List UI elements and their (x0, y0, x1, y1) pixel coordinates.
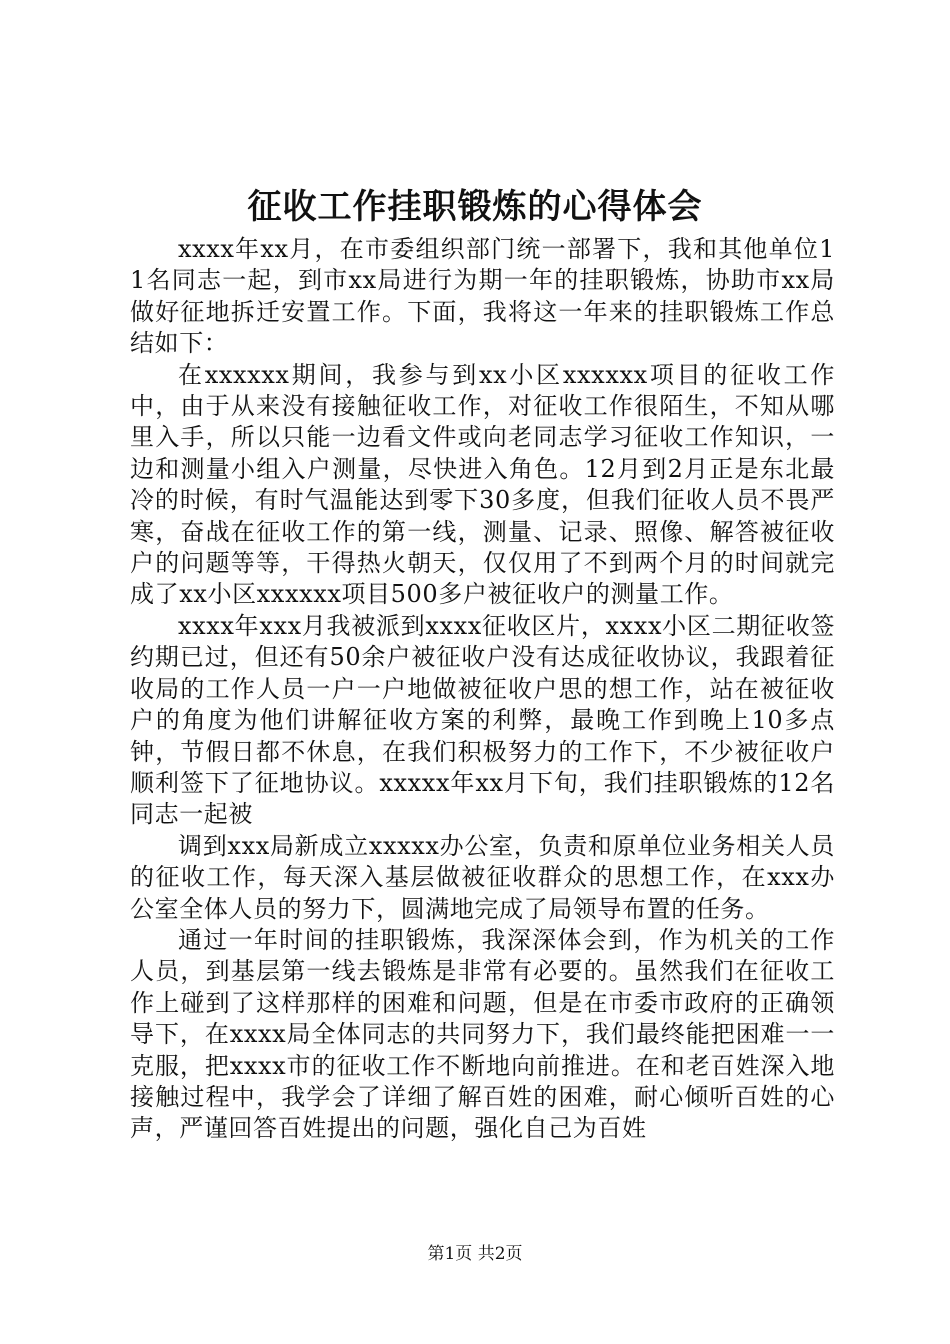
paragraph-4: 调到xxx局新成立xxxxx办公室，负责和原单位业务相关人员的征收工作，每天深入基层做被征收群众的思想工作，在xxx办公室全体人员的努力下，圆满地完成了局领导布置的任务。 (130, 831, 835, 923)
paragraph-3: xxxx年xxx月我被派到xxxx征收区片，xxxx小区二期征收签约期已过，但还有50余户被征收户没有达成征收协议，我跟着征收局的工作人员一户一户地做被征收户思的想工作，站在被征收户的角度为他们讲解征收方案的利弊，最晚工作到晚上10多点钟，节假日都不休息，在我们积极努力的工作下，不少被征收户顺利签下了征地协议。xxxxx年xx月下旬，我们挂职锻炼的12名同志一起被 (130, 611, 835, 829)
paragraph-1: xxxx年xx月，在市委组织部门统一部署下，我和其他单位11名同志一起，到市xx局进行为期一年的挂职锻炼，协助市xx局做好征地拆迁安置工作。下面，我将这一年来的挂职锻炼工作总结如下： (130, 235, 835, 358)
paragraph-2: 在xxxxxx期间，我参与到xx小区xxxxxx项目的征收工作中，由于从来没有接触征收工作，对征收工作很陌生，不知从哪里入手，所以只能一边看文件或向老同志学习征收工作知识，一边和测量小组入户测量，尽快进入角色。12月到2月正是东北最冷的时候，有时气温能达到零下30多度，但我们征收人员不畏严寒，奋战在征收工作的第一线，测量、记录、照像、解答被征收户的问题等等，干得热火朝天，仅仅用了不到两个月的时间就完成了xx小区xxxxxx项目500多户被征收户的测量工作。 (130, 360, 835, 609)
document-body (130, 234, 835, 1145)
paragraph-5: 通过一年时间的挂职锻炼，我深深体会到，作为机关的工作人员，到基层第一线去锻炼是非常有必要的。虽然我们在征收工作上碰到了这样那样的困难和问题，但是在市委市政府的正确领导下，在xxxx局全体同志的共同努力下，我们最终能把困难一一克服，把xxxx市的征收工作不断地向前推进。在和老百姓深入地接触过程中，我学会了详细了解百姓的困难，耐心倾听百姓的心声，严谨回答百姓提出的问题，强化自己为百姓 (130, 925, 835, 1143)
document-title: 征收工作挂职锻炼的心得体会 (247, 187, 703, 227)
page-footer: 第1页 共2页 (427, 1244, 523, 1264)
